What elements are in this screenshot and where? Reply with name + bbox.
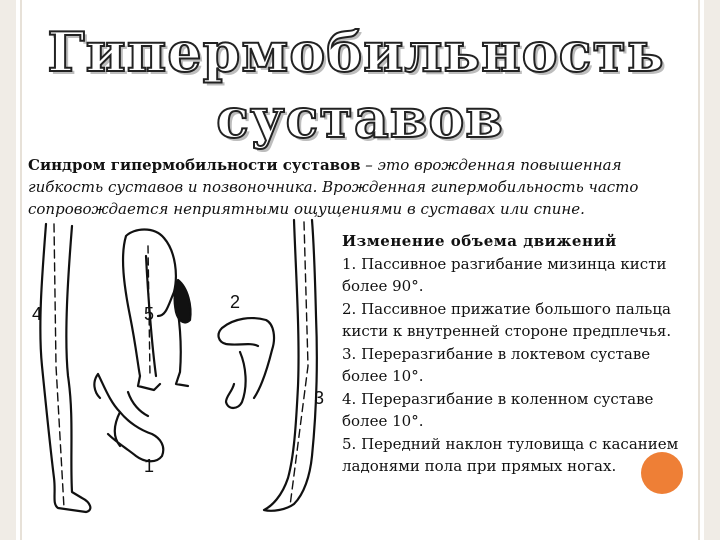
movement-criteria-list [342,230,694,478]
page-title-line-2: суставов [216,86,504,150]
page-title-line-1: Гипермобильность [47,20,665,84]
leg-3-outline [264,220,317,511]
leg-4-outline [40,224,90,512]
figure-label-1: 1 [144,456,155,476]
intro-term: Синдром гипермобильности суставов [28,156,361,174]
hand-1-outline [94,374,163,461]
intro-paragraph [28,154,698,220]
arm-2-outline [219,318,274,408]
figure-label-5: 5 [144,304,155,324]
figure-label-4: 4 [32,304,43,324]
list-item: 2. Пассивное прижатие большого пальца кисти к внутренней стороне предплечья. [342,299,672,340]
list-item: 4. Переразгибание в коленном суставе более 10°. [342,389,654,430]
intro-text: – это врожденная повышенная гибкость суставов и позвоночника. Врожденная гипермобильность часто сопровождается неприятными ощущениями в суставах или спине. [28,156,639,218]
list-heading: Изменение объема движений [342,232,617,250]
figure-label-2: 2 [230,292,241,312]
list-item: 3. Переразгибание в локтевом суставе более 10°. [342,344,651,385]
hypermobility-illustration [28,216,338,516]
leg-4-axis [54,224,64,508]
figure-label-3: 3 [314,388,325,408]
accent-circle [641,452,683,494]
list-item: 5. Передний наклон туловища с касанием ладонями пола при прямых ногах. [342,434,679,475]
list-item: 1. Пассивное разгибание мизинца кисти более 90°. [342,254,667,295]
